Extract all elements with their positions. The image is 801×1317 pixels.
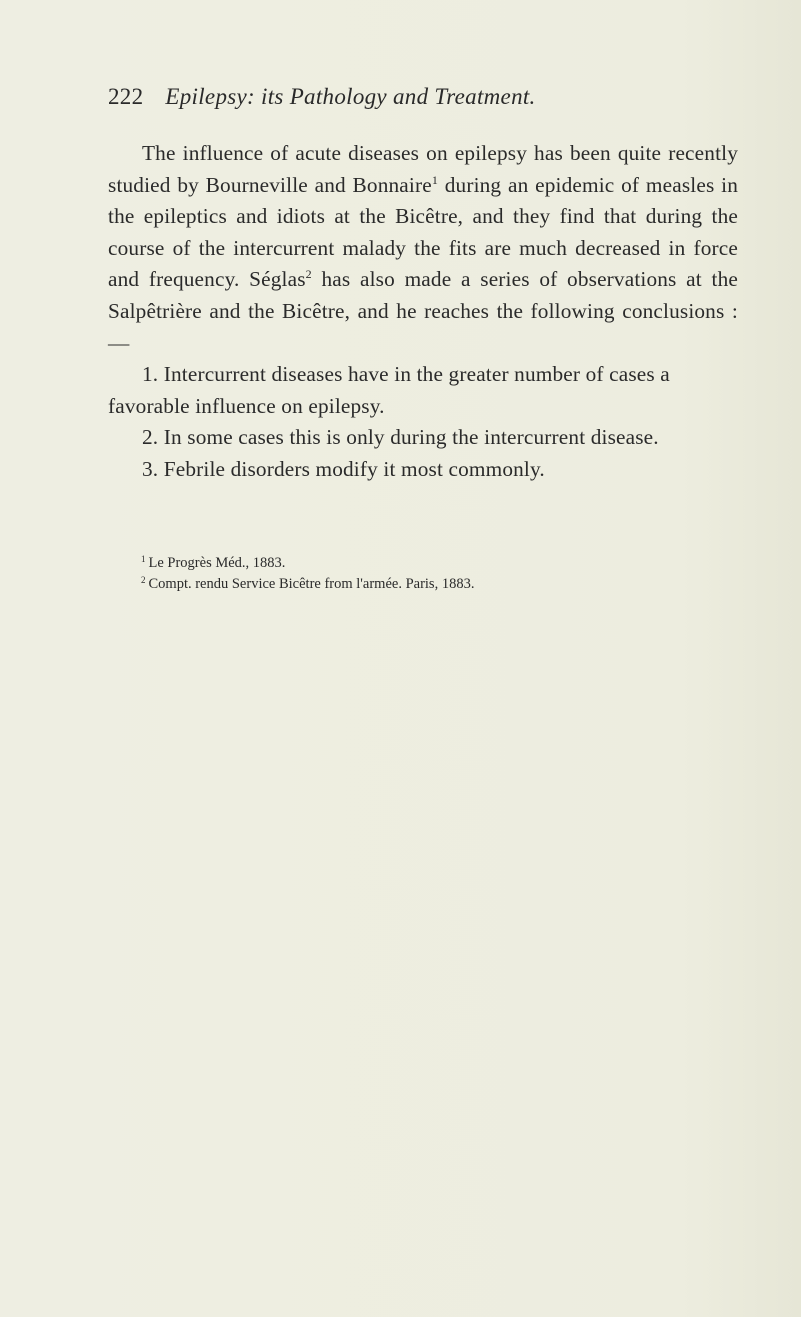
- page-number: 222: [108, 84, 144, 109]
- footnote-1: [108, 553, 738, 574]
- footnote-text-2: Compt. rendu Service Bicêtre from l'armée. Paris, 1883.: [148, 576, 475, 592]
- paragraph-text-middle: during an epidemic of measles in the epileptics and idiots at the Bicêtre, and they find that during the course of the intercurrent malady the fits are much decreased in force and frequency. Séglas: [108, 172, 738, 292]
- footnote-2: [108, 574, 738, 595]
- running-title: Epilepsy: its Pathology and Treatment.: [165, 84, 536, 109]
- footnote-marker-2: 2: [141, 575, 146, 585]
- footnotes: [108, 553, 738, 595]
- conclusion-item-3: 3. Febrile disorders modify it most commonly.: [142, 456, 545, 481]
- footnote-ref-1: 1: [431, 172, 438, 187]
- footnote-text-1: Le Progrès Méd., 1883.: [148, 555, 286, 571]
- body-text: [108, 138, 738, 486]
- footnote-marker-1: 1: [141, 554, 146, 564]
- paragraph-text-end: has also made a series of observations at the Salpêtrière and the Bicêtre, and he reaches the following conclusions :—: [108, 267, 738, 355]
- paragraph-text-start: The influence of acute diseases on epilepsy has been quite recently studied by Bourneville and Bonnaire: [108, 141, 738, 197]
- conclusion-item-2: 2. In some cases this is only during the intercurrent disease.: [142, 425, 659, 450]
- conclusion-item-1: 1. Intercurrent diseases have in the greater number of cases a favorable influence on epilepsy.: [108, 362, 670, 418]
- footnote-ref-2: 2: [305, 267, 312, 282]
- main-paragraph: [108, 138, 738, 359]
- running-header: [108, 84, 536, 110]
